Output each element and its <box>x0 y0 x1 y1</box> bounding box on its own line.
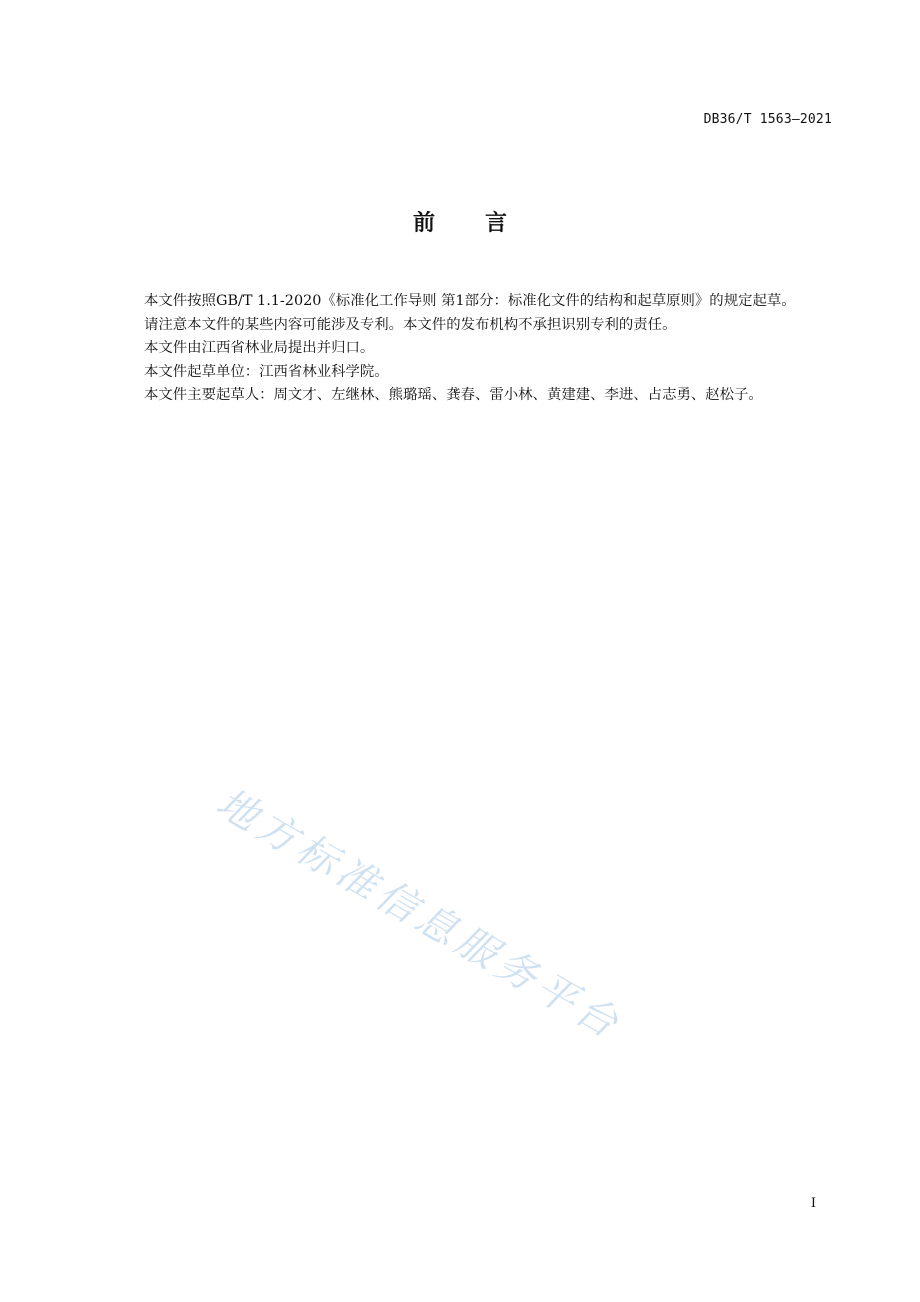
paragraph-standard-reference: 本文件按照GB/T 1.1-2020《标准化工作导则 第1部分：标准化文件的结构和起草原则》的规定起草。 <box>144 293 796 309</box>
paragraph-drafting-unit: 本文件起草单位：江西省林业科学院。 <box>144 363 389 380</box>
paragraph-proposer: 本文件由江西省林业局提出并归口。 <box>144 340 375 356</box>
preface-content <box>110 290 832 408</box>
watermark: 地方标准信息服务平台 <box>208 779 630 1050</box>
document-code: DB36/T 1563—2021 <box>703 112 832 127</box>
paragraph-drafters: 本文件主要起草人：周文才、左继林、熊璐瑶、龚春、雷小林、黄建建、李进、占志勇、赵松子。 <box>144 387 763 403</box>
page-title: 前言 <box>412 211 557 236</box>
paragraph-patent-notice: 请注意本文件的某些内容可能涉及专利。本文件的发布机构不承担识别专利的责任。 <box>144 316 677 333</box>
page-number: I <box>810 1196 816 1211</box>
